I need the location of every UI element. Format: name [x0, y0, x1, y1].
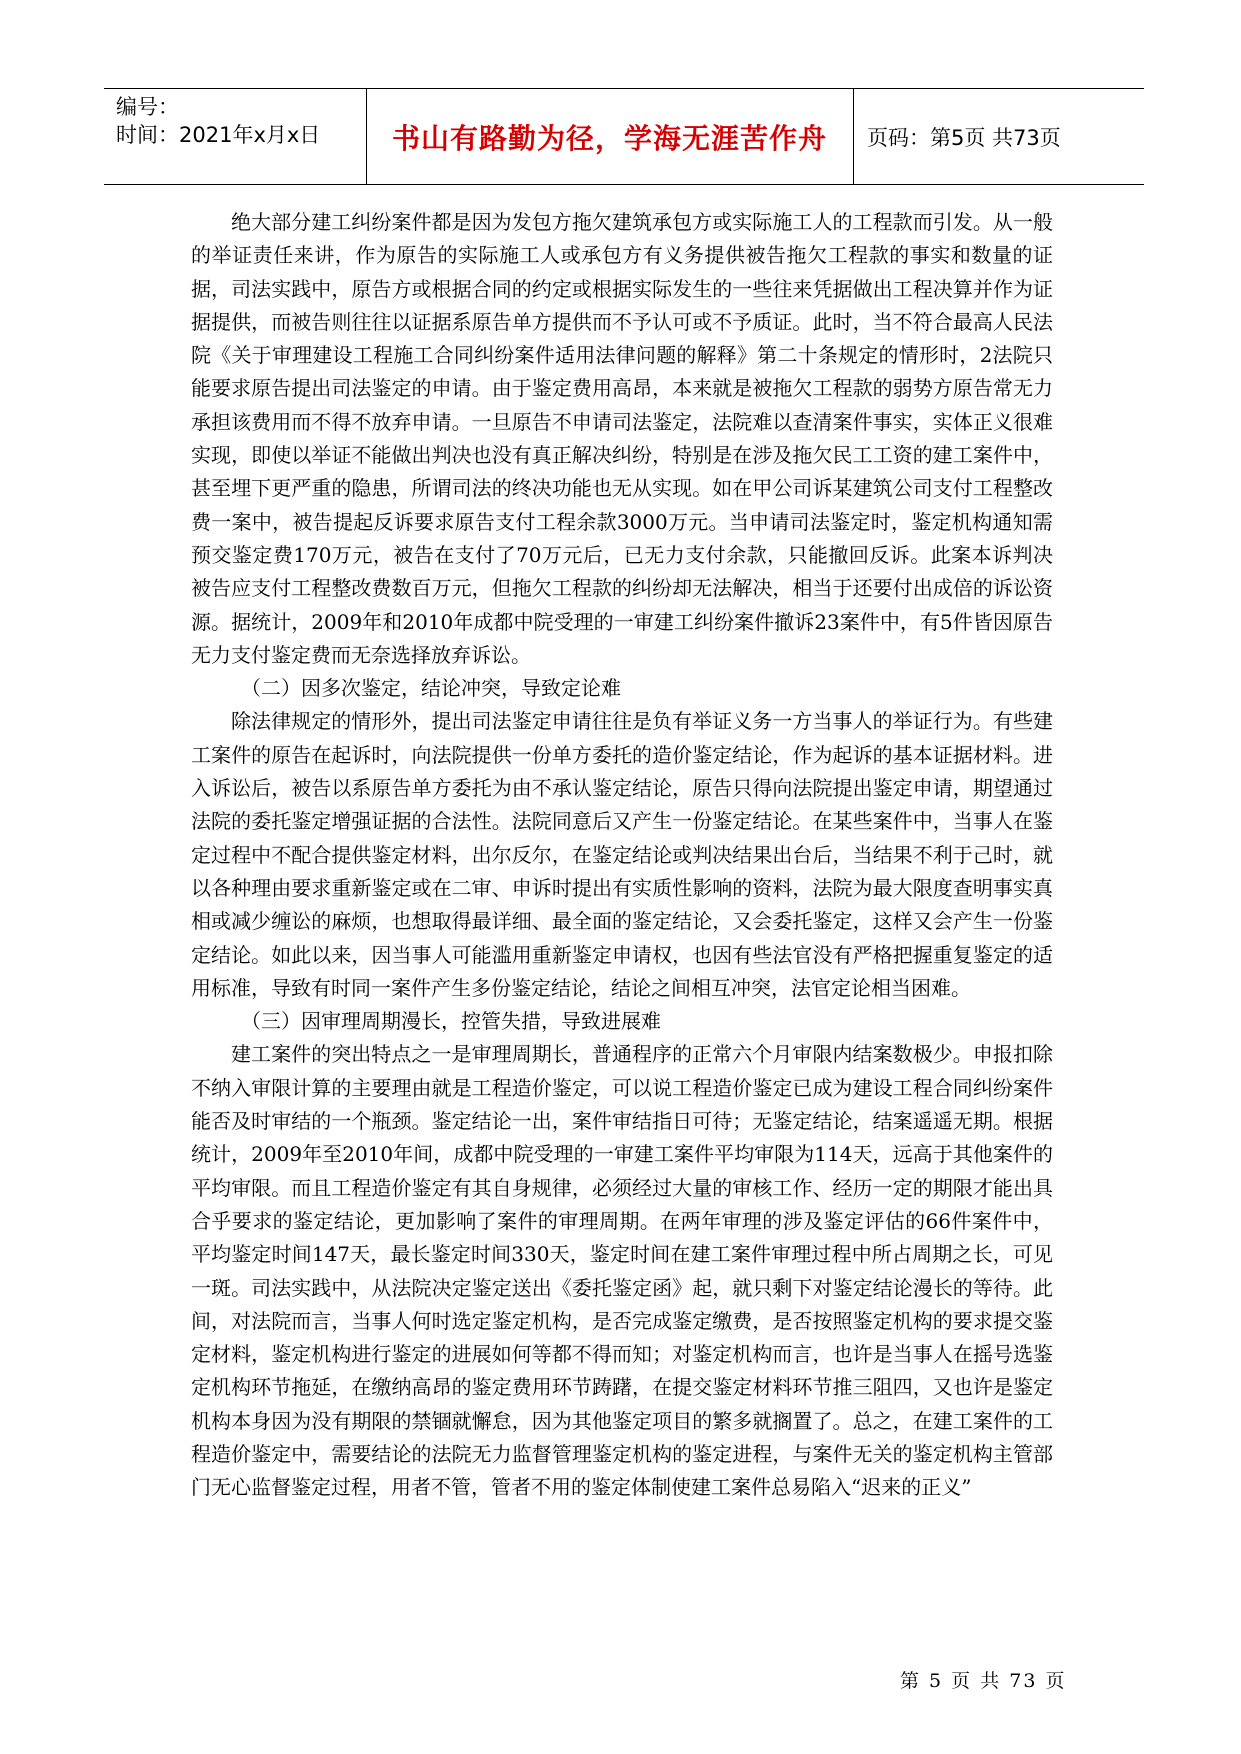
- document-body: [191, 206, 1053, 1505]
- page-footer: 第 5 页 共 73 页: [900, 1670, 1067, 1692]
- header-meta-cell: [104, 89, 367, 184]
- section-heading: （二）因多次鉴定，结论冲突，导致定论难: [241, 676, 621, 701]
- document-time-label: 时间：2021年x月x日: [116, 123, 321, 147]
- header-page-code: 页码：第5页 共73页: [867, 125, 1061, 150]
- paragraph: 建工案件的突出特点之一是审理周期长，普通程序的正常六个月审限内结案数极少。申报扣除不纳入审限计算的主要理由就是工程造价鉴定，可以说工程造价鉴定已成为建设工程合同纠纷案件能否及时审结的一个瓶颈。鉴定结论一出，案件审结指日可待；无鉴定结论，结案遥遥无期。根据统计，2009年至2010年间，成都中院受理的一审建工案件平均审限为114天，远高于其他案件的平均审限。而且工程造价鉴定有其自身规律，必须经过大量的审核工作、经历一定的期限才能出具合乎要求的鉴定结论，更加影响了案件的审理周期。在两年审理的涉及鉴定评估的66件案件中，平均鉴定时间147天，最长鉴定时间330天，鉴定时间在建工案件审理过程中所占周期之长，可见一斑。司法实践中，从法院决定鉴定送出《委托鉴定函》起，就只剩下对鉴定结论漫长的等待。此间，对法院而言，当事人何时选定鉴定机构，是否完成鉴定缴费，是否按照鉴定机构的要求提交鉴定材料，鉴定机构进行鉴定的进展如何等都不得而知；对鉴定机构而言，也许是当事人在摇号选鉴定机构环节拖延，在缴纳高昂的鉴定费用环节踌躇，在提交鉴定材料环节推三阻四，又也许是鉴定机构本身因为没有期限的禁锢就懈怠，因为其他鉴定项目的繁多就搁置了。总之，在建工案件的工程造价鉴定中，需要结论的法院无力监督管理鉴定机构的鉴定进程，与案件无关的鉴定机构主管部门无心监督鉴定过程，用者不管，管者不用的鉴定体制使建工案件总易陷入“迟来的正义”: [191, 1042, 1053, 1500]
- paragraph: 绝大部分建工纠纷案件都是因为发包方拖欠建筑承包方或实际施工人的工程款而引发。从一般的举证责任来讲，作为原告的实际施工人或承包方有义务提供被告拖欠工程款的事实和数量的证据，司法实践中，原告方或根据合同的约定或根据实际发生的一些往来凭据做出工程决算并作为证据提供，而被告则往往以证据系原告单方提供而不予认可或不予质证。此时，当不符合最高人民法院《关于审理建设工程施工合同纠纷案件适用法律问题的解释》第二十条规定的情形时，2法院只能要求原告提出司法鉴定的申请。由于鉴定费用高昂，本来就是被拖欠工程款的弱势方原告常无力承担该费用而不得不放弃申请。一旦原告不申请司法鉴定，法院难以查清案件事实，实体正义很难实现，即使以举证不能做出判决也没有真正解决纠纷，特别是在涉及拖欠民工工资的建工案件中，甚至埋下更严重的隐患，所谓司法的终决功能也无从实现。如在甲公司诉某建筑公司支付工程整改费一案中，被告提起反诉要求原告支付工程余款3000万元。当申请司法鉴定时，鉴定机构通知需预交鉴定费170万元，被告在支付了70万元后，已无力支付余款，只能撤回反诉。此案本诉判决被告应支付工程整改费数百万元，但拖欠工程款的纠纷却无法解决，相当于还要付出成倍的诉讼资源。据统计，2009年和2010年成都中院受理的一审建工纠纷案件撤诉23案件中，有5件皆因原告无力支付鉴定费而无奈选择放弃诉讼。: [191, 210, 1053, 667]
- header-motto: 书山有路勤为径，学海无涯苦作舟: [391, 121, 827, 155]
- page-header: [104, 88, 1144, 185]
- paragraph: 除法律规定的情形外，提出司法鉴定申请往往是负有举证义务一方当事人的举证行为。有些建工案件的原告在起诉时，向法院提供一份单方委托的造价鉴定结论，作为起诉的基本证据材料。进入诉讼后，被告以系原告单方委托为由不承认鉴定结论，原告只得向法院提出鉴定申请，期望通过法院的委托鉴定增强证据的合法性。法院同意后又产生一份鉴定结论。在某些案件中，当事人在鉴定过程中不配合提供鉴定材料，出尔反尔，在鉴定结论或判决结果出台后，当结果不利于己时，就以各种理由要求重新鉴定或在二审、申诉时提出有实质性影响的资料，法院为最大限度查明事实真相或减少缠讼的麻烦，也想取得最详细、最全面的鉴定结论，又会委托鉴定，这样又会产生一份鉴定结论。如此以来，因当事人可能滥用重新鉴定申请权，也因有些法官没有严格把握重复鉴定的适用标准，导致有时同一案件产生多份鉴定结论，结论之间相互冲突，法官定论相当困难。: [191, 709, 1053, 1000]
- section-heading: （三）因审理周期漫长，控管失措，导致进展难: [241, 1009, 661, 1034]
- header-motto-cell: [366, 89, 854, 184]
- document-number-label: 编号：: [116, 95, 179, 119]
- header-page-cell: [853, 89, 1144, 184]
